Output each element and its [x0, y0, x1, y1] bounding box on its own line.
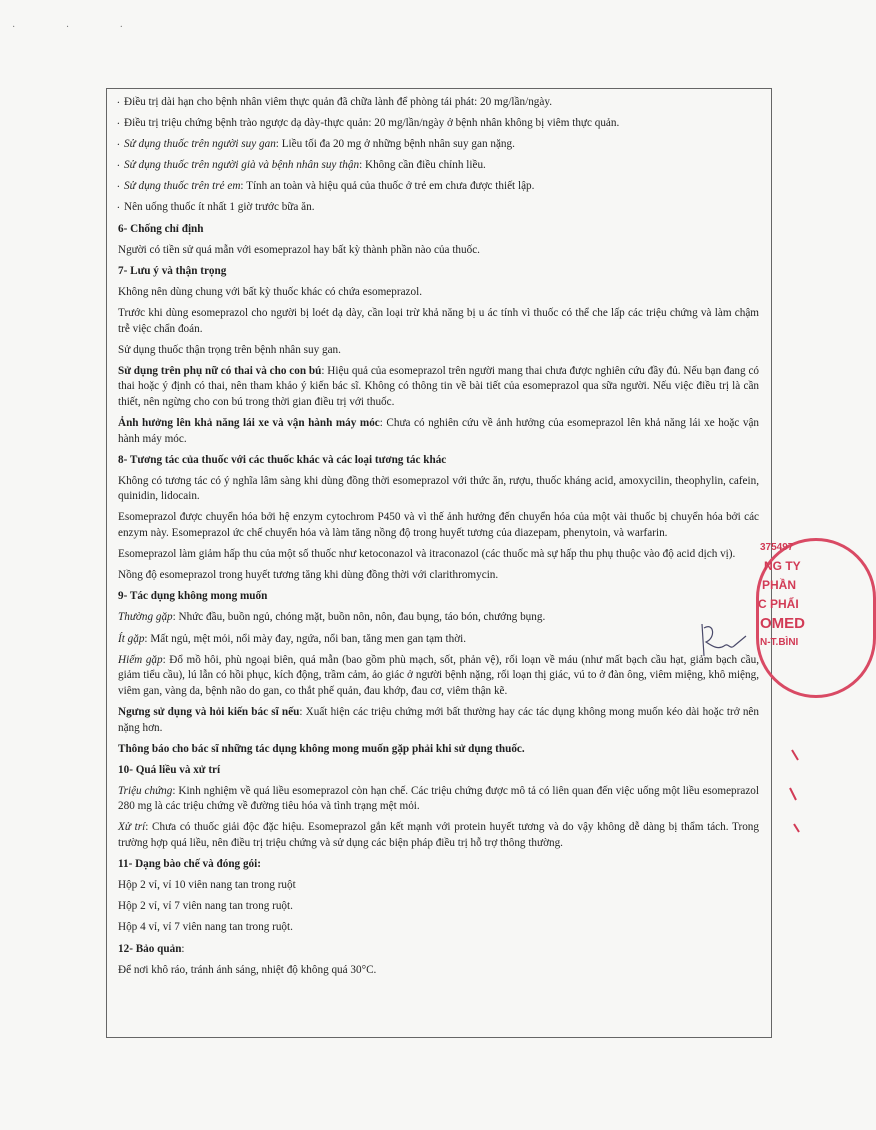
text-run: : Xuất hiện các triệu chứng mới bất thường hay các tác dụng không mong muốn kéo dài hoặc trở nên nặng hơn.: [118, 705, 759, 734]
stamp-line: C PHẨI: [758, 597, 799, 611]
text-run: Esomeprazol làm giảm hấp thu của một số thuốc như ketoconazol và itraconazol (các thuốc mà sự hấp thu phụ thuộc vào độ acid dịch vị).: [118, 548, 736, 561]
stamp-line: N-T.BÌNI: [760, 637, 799, 648]
paragraph: [118, 610, 759, 626]
paragraph: [118, 364, 759, 411]
text-run: : Chưa có nghiên cứu về ảnh hưởng của esomeprazol lên khả năng lái xe hoặc vận hành máy móc.: [118, 417, 760, 445]
text-run: Hộp 2 vỉ, vỉ 7 viên nang tan trong ruột.: [118, 900, 293, 913]
text-run: Thông báo cho bác sĩ những tác dụng không mong muốn gặp phải khi sử dụng thuốc.: [118, 742, 525, 755]
signature-mark: [694, 616, 754, 676]
paragraph: [118, 653, 759, 700]
italic-label: Sử dụng thuốc trên trẻ em: [124, 180, 241, 193]
stamp-line: PHẦN: [762, 578, 797, 592]
paragraph: [118, 547, 759, 563]
bullet-item: [118, 95, 759, 111]
text-run: Esomeprazol được chuyển hóa bởi hệ enzym cytochrom P450 và vì thế ảnh hưởng đến chuyển hóa của một vài thuốc bị chuyển hóa bởi các enzym này. Esomeprazol ức chế chuyển hóa và làm tăng nồng độ trong huyết tương của diazepam, phenytoin, và warfarin.: [118, 511, 759, 540]
bold-label: Ngưng sử dụng và hỏi kiến bác sĩ nếu: [118, 705, 300, 718]
paragraph: [118, 963, 759, 979]
text-run: 12- Bảo quản: [118, 942, 182, 955]
bullet-item: [118, 137, 759, 153]
paragraph: [118, 705, 759, 736]
text-run: Nồng độ esomeprazol trong huyết tương tăng khi dùng đồng thời với clarithromycin.: [118, 569, 499, 582]
paragraph: [118, 416, 759, 447]
section-heading: [118, 222, 759, 238]
scan-speckles: · · ·: [12, 22, 147, 33]
text-run: 9- Tác dụng không mong muốn: [118, 590, 268, 603]
leaflet-content-frame: [106, 88, 772, 1038]
section-heading: [118, 942, 759, 958]
text-run: : Nhức đầu, buồn ngủ, chóng mặt, buồn nôn, nôn, đau bụng, táo bón, chướng bụng.: [172, 611, 546, 624]
paragraph: [118, 306, 759, 337]
text-run: : Mất ngủ, mệt mỏi, nổi mày đay, ngứa, nổi ban, tăng men gan tạm thời.: [144, 632, 467, 645]
paragraph: [118, 568, 759, 584]
text-run: Trước khi dùng esomeprazol cho người bị loét dạ dày, cần loại trừ khả năng bị u ác tính vì thuốc có thể che lấp các triệu chứng và làm chậm trễ việc chẩn đoán.: [118, 306, 759, 335]
text-run: Không có tương tác có ý nghĩa lâm sàng khi dùng đồng thời esomeprazol với thức ăn, rượu, thuốc kháng acid, amoxycilin, theophylin, cafein, quinidin, lidocain.: [118, 474, 759, 503]
section-heading: [118, 742, 759, 758]
text-run: Hộp 4 vỉ, vỉ 7 viên nang tan trong ruột.: [118, 921, 293, 934]
bullet-item: [118, 179, 759, 195]
text-run: Không nên dùng chung với bất kỳ thuốc khác có chứa esomeprazol.: [118, 285, 423, 298]
text-run: Người có tiền sử quá mẫn với esomeprazol hay bất kỳ thành phần nào của thuốc.: [118, 243, 480, 256]
paragraph: [118, 920, 759, 936]
text-run: 7- Lưu ý và thận trọng: [118, 264, 227, 277]
text-run: Điều trị dài hạn cho bệnh nhân viêm thực quản đã chữa lành để phòng tái phát: 20 mg/lần/ngày.: [124, 96, 553, 108]
italic-label: Sử dụng thuốc trên người già và bệnh nhân suy thận: [124, 159, 360, 172]
text-run: Để nơi khô ráo, tránh ánh sáng, nhiệt độ không quá 30°C.: [118, 963, 377, 976]
section-heading: [118, 763, 759, 779]
text-run: Nên uống thuốc ít nhất 1 giờ trước bữa ăn.: [124, 201, 315, 214]
paragraph: [118, 784, 759, 815]
paragraph: [118, 899, 759, 915]
text-run: : Kinh nghiệm về quá liều esomeprazol còn hạn chế. Các triệu chứng được mô tả có liên quan đến việc uống một liều esomeprazol 280 mg là các triệu chứng về đường tiêu hóa và tình trạng mệt mỏi.: [118, 784, 759, 813]
italic-label: Triệu chứng: [118, 784, 173, 797]
bullet-item: [118, 116, 759, 132]
italic-label: Xử trí: [118, 821, 146, 834]
text-run: Điều trị triệu chứng bệnh trào ngược dạ dày-thực quản: 20 mg/lần/ngày ở bệnh nhân không bị viêm thực quản.: [124, 117, 620, 130]
paragraph: [118, 474, 759, 505]
text-run: 8- Tương tác của thuốc với các thuốc khác và các loại tương tác khác: [118, 453, 447, 466]
italic-label: Sử dụng thuốc trên người suy gan: [124, 138, 276, 151]
text-run: : Liều tối đa 20 mg ở những bệnh nhân suy gan nặng.: [275, 138, 515, 151]
text-run: 10- Quá liều và xử trí: [118, 763, 221, 776]
section-heading: [118, 453, 759, 469]
paragraph: [118, 243, 759, 259]
paragraph: [118, 878, 759, 894]
stamp-line: NG TY: [764, 559, 801, 573]
stamp-line: 375497: [760, 542, 794, 553]
section-heading: [118, 857, 759, 873]
paragraph: [118, 510, 759, 541]
text-run: Hộp 2 vỉ, vỉ 10 viên nang tan trong ruột: [118, 879, 296, 892]
bullet-item: [118, 158, 759, 174]
bold-label: Ảnh hưởng lên khả năng lái xe và vận hành máy móc: [118, 417, 380, 429]
text-run: Sử dụng thuốc thận trọng trên bệnh nhân suy gan.: [118, 343, 341, 356]
text-run: : Tính an toàn và hiệu quả của thuốc ở trẻ em chưa được thiết lập.: [240, 180, 535, 193]
bullet-item: [118, 200, 759, 216]
stamp-line: OMED: [760, 615, 805, 632]
text-run: : Không cần điều chỉnh liều.: [359, 159, 486, 172]
section-heading: [118, 264, 759, 280]
text-run: : Hiệu quả của esomeprazol trên người mang thai chưa được nghiên cứu đầy đủ. Nếu bạn đang có thai hoặc ý định có thai, nên tham khảo ý kiến bác sĩ. Không có thông tin về bài tiết của esomeprazol qua sữa người. Nếu việc điều trị là cần thiết, nên ngừng cho con bú trong thời gian điều trị với thuốc.: [118, 364, 759, 408]
paragraph: [118, 343, 759, 359]
paragraph: [118, 285, 759, 301]
text-run: : Đổ mồ hôi, phù ngoại biên, quá mẫn (bao gồm phù mạch, sốt, phản vệ), rối loạn về máu (như mất bạch cầu hạt, giảm bạch cầu, giảm tiểu cầu), lú lẫn có hồi phục, kích động, trầm cảm, ảo giác ở người bệnh nặng, rối loạn thị giác, vú to ở đàn ông, viêm miệng, khô miệng, viêm gan, vàng da, bệnh não do gan, co thắt phế quản, đau khớp, đau cơ, viêm thận kẽ.: [118, 653, 760, 697]
italic-label: Ít gặp: [118, 632, 145, 645]
text-run: :: [181, 942, 185, 955]
company-stamp: [756, 538, 816, 698]
bold-label: Sử dụng trên phụ nữ có thai và cho con bú: [118, 364, 322, 377]
italic-label: Thường gặp: [118, 611, 173, 624]
stamp-edge-fragment: [786, 740, 800, 840]
paragraph: [118, 820, 759, 851]
italic-label: Hiếm gặp: [118, 653, 163, 666]
text-run: 6- Chống chỉ định: [118, 222, 204, 235]
section-heading: [118, 589, 759, 605]
paragraph: [118, 632, 759, 648]
text-run: : Chưa có thuốc giải độc đặc hiệu. Esomeprazol gắn kết mạnh với protein huyết tương và do vậy không dễ dàng bị thẩm tách. Trong trường hợp quá liều, nên điều trị triệu chứng và sử dụng các biện pháp điều trị hỗ trợ thông thường.: [118, 821, 759, 850]
text-run: 11- Dạng bào chế và đóng gói:: [118, 858, 261, 871]
